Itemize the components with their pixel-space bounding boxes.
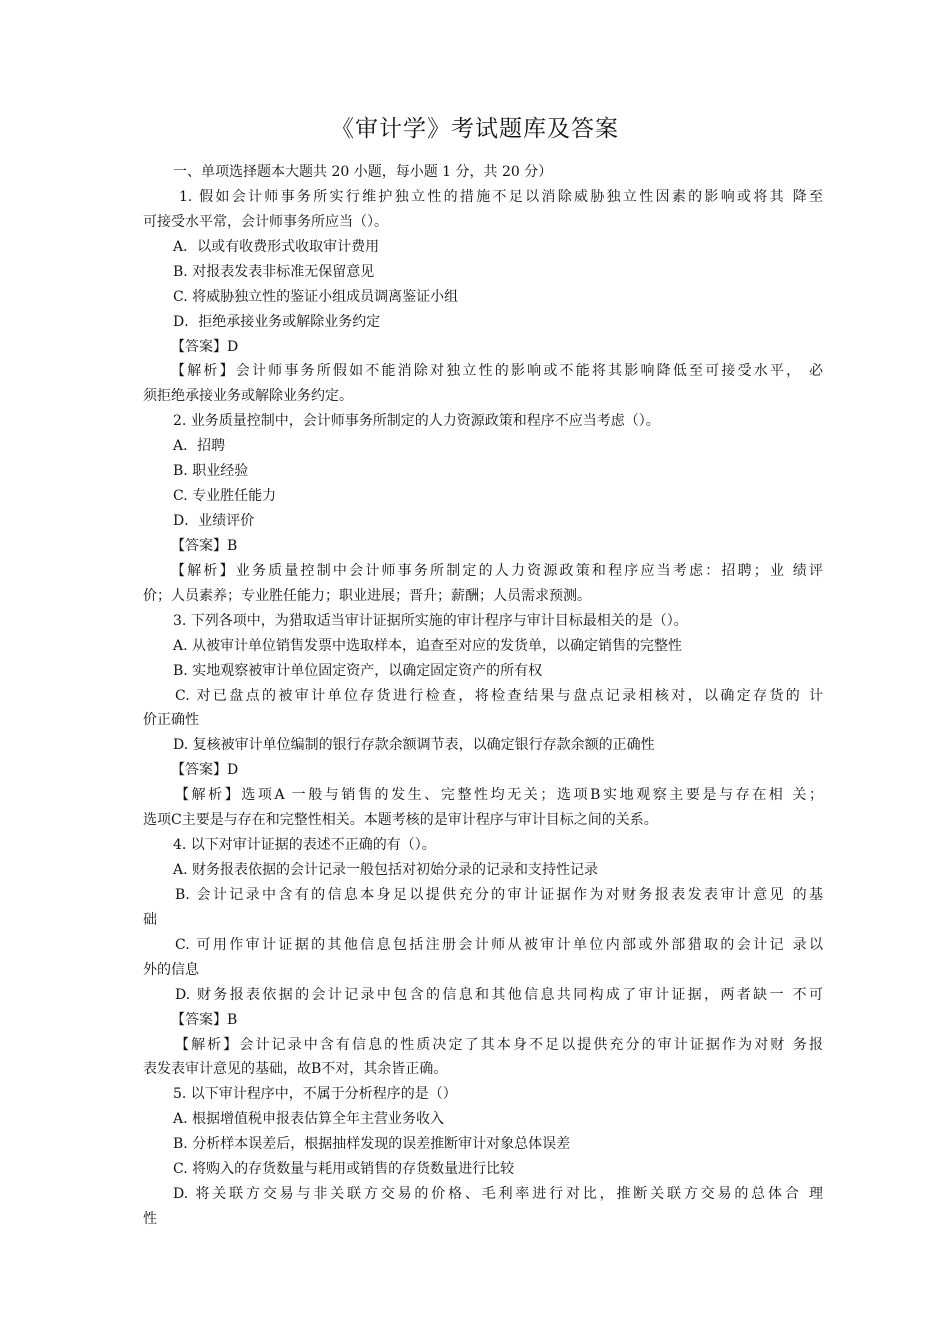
text-line: 可接受水平常，会计师事务所应当（）。	[143, 214, 388, 230]
text-line: 4. 以下对审计证据的表述不正确的有（）。	[173, 837, 436, 853]
document-title: 《审计学》考试题库及答案	[331, 116, 619, 142]
text-line: D．拒绝承接业务或解除业务约定	[173, 314, 381, 330]
text-line: A．招聘	[173, 438, 226, 454]
text-line: A. 从被审计单位销售发票中选取样本，追查至对应的发货单，以确定销售的完整性	[173, 638, 683, 654]
text-line: 3. 下列各项中，为猎取适当审计证据所实施的审计程序与审计目标最相关的是（）。	[173, 613, 688, 629]
text-line: 【答案】D	[171, 339, 239, 355]
text-line: 【答案】B	[171, 1012, 238, 1028]
text-line: 一、单项选择题本大题共 20 小题，每小题 1 分，共 20 分）	[173, 164, 553, 180]
text-line: C. 将购入的存货数量与耗用或销售的存货数量进行比较	[173, 1161, 515, 1177]
text-line: C. 可用作审计证据的其他信息包括注册会计师从被审计单位内部或外部猎取的会计记 录以	[175, 937, 823, 953]
text-line: 【解析】会计师事务所假如不能消除对独立性的影响或不能将其影响降低至可接受水平， 必	[171, 363, 823, 379]
text-line: D．业绩评价	[173, 513, 255, 529]
text-line: A．以或有收费形式收取审计费用	[173, 239, 380, 255]
text-line: A. 根据增值税申报表估算全年主营业务收入	[173, 1111, 445, 1127]
text-line: 【解析】业务质量控制中会计师事务所制定的人力资源政策和程序应当考虑：招聘；业 绩评	[171, 563, 823, 579]
text-line: 外的信息	[143, 962, 199, 978]
text-line: 表发表审计意见的基础，故B不对，其余皆正确。	[143, 1061, 448, 1077]
text-line: B. 分析样本误差后，根据抽样发现的误差推断审计对象总体误差	[173, 1136, 571, 1152]
text-line: 【答案】D	[171, 762, 239, 778]
text-line: 2. 业务质量控制中，会计师事务所制定的人力资源政策和程序不应当考虑（）。	[173, 413, 660, 429]
text-line: D. 将关联方交易与非关联方交易的价格、毛利率进行对比，推断关联方交易的总体合 理	[173, 1186, 823, 1202]
text-line: C. 对已盘点的被审计单位存货进行检查，将检查结果与盘点记录相核对，以确定存货的 计	[175, 688, 823, 704]
text-line: 础	[143, 912, 157, 928]
text-line: C. 专业胜任能力	[173, 488, 277, 504]
text-line: B. 会计记录中含有的信息本身足以提供充分的审计证据作为对财务报表发表审计意见 的基	[175, 887, 823, 903]
text-line: 【答案】B	[171, 538, 238, 554]
text-line: 性	[143, 1211, 157, 1227]
text-line: 选项C主要是与存在和完整性相关。本题考核的是审计程序与审计目标之间的关系。	[143, 812, 658, 828]
text-line: D. 财务报表依据的会计记录中包含的信息和其他信息共同构成了审计证据，两者缺一 不可	[175, 987, 823, 1003]
text-line: B. 职业经验	[173, 463, 249, 479]
text-line: A. 财务报表依据的会计记录一般包括对初始分录的记录和支持性记录	[173, 862, 599, 878]
text-line: 价正确性	[143, 712, 199, 728]
text-line: D. 复核被审计单位编制的银行存款余额调节表，以确定银行存款余额的正确性	[173, 737, 655, 753]
text-line: 价；人员素养；专业胜任能力；职业进展；晋升；薪酬；人员需求预测。	[143, 588, 591, 604]
text-line: 【解析】选项A 一般与销售的发生、完整性均无关；选项B实地观察主要是与存在相 关；	[175, 787, 823, 803]
text-line: B. 实地观察被审计单位固定资产，以确定固定资产的所有权	[173, 663, 543, 679]
text-line: 须拒绝承接业务或解除业务约定。	[143, 388, 353, 404]
text-line: 1. 假如会计师事务所实行维护独立性的措施不足以消除威胁独立性因素的影响或将其 降至	[179, 189, 823, 205]
text-line: 5. 以下审计程序中，不属于分析程序的是（）	[173, 1086, 457, 1102]
text-line: B. 对报表发表非标准无保留意见	[173, 264, 375, 280]
text-line: C. 将威胁独立性的鉴证小组成员调离鉴证小组	[173, 289, 459, 305]
text-line: 【解析】会计记录中含有信息的性质决定了其本身不足以提供充分的审计证据作为对财 务报	[175, 1037, 823, 1053]
